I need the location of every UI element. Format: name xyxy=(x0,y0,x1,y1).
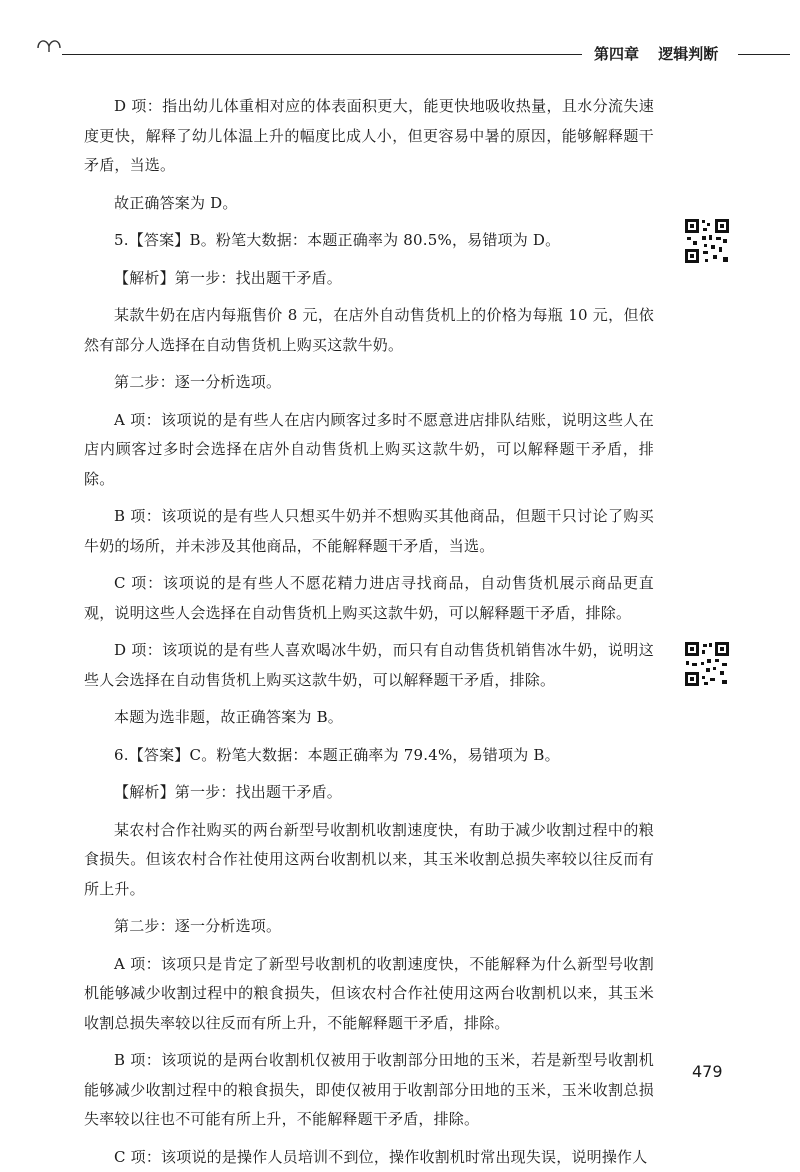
paragraph-option-a-q5: A 项：该项说的是有些人在店内顾客过多时不愿意进店排队结账，说明这些人在店内顾客过多时会选择在店外自动售货机上购买这款牛奶，可以解释题干矛盾，排除。 xyxy=(84,406,654,495)
section-title: 逻辑判断 xyxy=(658,45,718,63)
paragraph-answer-q5: 5.【答案】B。粉笔大数据：本题正确率为 80.5%，易错项为 D。 xyxy=(84,226,654,256)
paragraph-conclusion-q5: 本题为选非题，故正确答案为 B。 xyxy=(84,703,654,733)
page-number: 479 xyxy=(692,1062,723,1081)
paragraph-stem-q6: 某农村合作社购买的两台新型号收割机收割速度快，有助于减少收割过程中的粮食损失。但该农村合作社使用这两台收割机以来，其玉米收割总损失率较以往反而有所上升。 xyxy=(84,816,654,905)
paragraph-option-c-q5: C 项：该项说的是有些人不愿花精力进店寻找商品，自动售货机展示商品更直观，说明这些人会选择在自动售货机上购买这款牛奶，可以解释题干矛盾，排除。 xyxy=(84,569,654,628)
page-body xyxy=(84,92,654,1172)
header-rule-left xyxy=(62,54,582,55)
paragraph-option-b-q6: B 项：该项说的是两台收割机仅被用于收割部分田地的玉米，若是新型号收割机能够减少收割过程中的粮食损失，即使仅被用于收割部分田地的玉米，玉米收割总损失率较以往也不可能有所上升，不能解释题干矛盾，排除。 xyxy=(84,1046,654,1135)
paragraph-d-option-q4: D 项：指出幼儿体重相对应的体表面积更大，能更快地吸收热量，且水分流失速度更快，解释了幼儿体温上升的幅度比成人小，但更容易中暑的原因，能够解释题干矛盾，当选。 xyxy=(84,92,654,181)
chapter-number: 第四章 xyxy=(594,45,639,63)
header-rule-right xyxy=(738,54,790,55)
paragraph-option-d-q5: D 项：该项说的是有些人喜欢喝冰牛奶，而只有自动售货机销售冰牛奶，说明这些人会选择在自动售货机上购买这款牛奶，可以解释题干矛盾，排除。 xyxy=(84,636,654,695)
paragraph-option-a-q6: A 项：该项只是肯定了新型号收割机的收割速度快，不能解释为什么新型号收割机能够减少收割过程中的粮食损失，但该农村合作社使用这两台收割机以来，其玉米收割总损失率较以往反而有所上升，不能解释题干矛盾，排除。 xyxy=(84,950,654,1039)
paragraph-option-b-q5: B 项：该项说的是有些人只想买牛奶并不想购买其他商品，但题干只讨论了购买牛奶的场所，并未涉及其他商品，不能解释题干矛盾，当选。 xyxy=(84,502,654,561)
qr-code-icon[interactable] xyxy=(683,640,731,688)
qr-code-icon[interactable] xyxy=(683,217,731,265)
paragraph-analysis-step1-q5: 【解析】第一步：找出题干矛盾。 xyxy=(84,264,654,294)
paragraph-step2-q6: 第二步：逐一分析选项。 xyxy=(84,912,654,942)
paragraph-analysis-step1-q6: 【解析】第一步：找出题干矛盾。 xyxy=(84,778,654,808)
paragraph-answer-q6: 6.【答案】C。粉笔大数据：本题正确率为 79.4%，易错项为 B。 xyxy=(84,741,654,771)
paragraph-option-c-q6: C 项：该项说的是操作人员培训不到位，操作收割机时常出现失误，说明操作人 xyxy=(84,1143,654,1172)
leaf-ornament-icon xyxy=(36,36,62,54)
chapter-heading xyxy=(594,43,718,64)
paragraph-answer-q4: 故正确答案为 D。 xyxy=(84,189,654,219)
running-header xyxy=(0,0,800,70)
paragraph-step2-q5: 第二步：逐一分析选项。 xyxy=(84,368,654,398)
paragraph-stem-q5: 某款牛奶在店内每瓶售价 8 元，在店外自动售货机上的价格为每瓶 10 元，但依然有部分人选择在自动售货机上购买这款牛奶。 xyxy=(84,301,654,360)
